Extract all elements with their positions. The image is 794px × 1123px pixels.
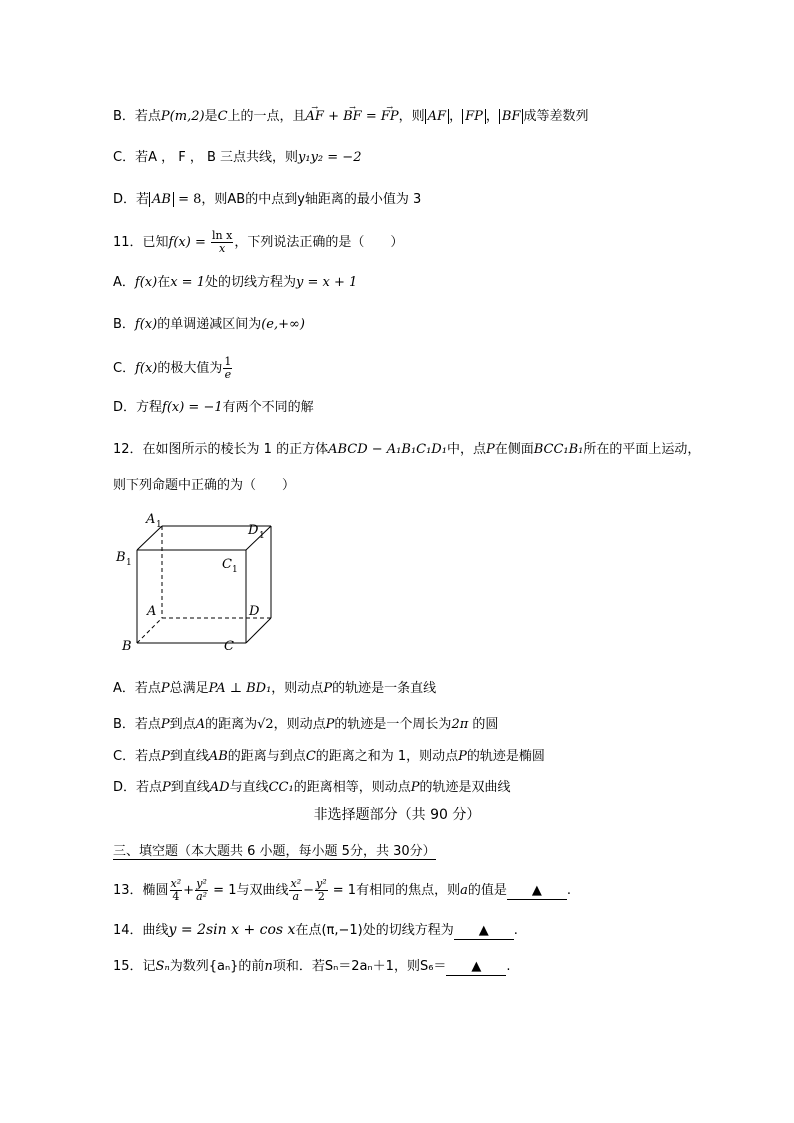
- math: AD: [209, 780, 230, 795]
- label-d1-sub: 1: [259, 531, 265, 541]
- numerator: 1: [224, 355, 232, 368]
- text: 的单调递减区间为: [157, 317, 262, 332]
- math: x = 1: [170, 275, 205, 290]
- text: S₆＝: [419, 959, 447, 974]
- text: 的轨迹是椭圆: [466, 749, 545, 764]
- math: −: [303, 883, 315, 898]
- math: C: [305, 749, 316, 764]
- text: 到直线: [169, 749, 209, 764]
- text: 的圆: [468, 717, 499, 732]
- label-a: A: [147, 604, 157, 619]
- math: P: [162, 780, 171, 795]
- text: 15．记: [113, 959, 156, 974]
- math: a: [460, 883, 468, 898]
- text: 为数列{aₙ}的前: [169, 959, 265, 974]
- text: B．: [113, 317, 135, 332]
- math: AB: [208, 749, 228, 764]
- abs-value: AB: [149, 192, 174, 207]
- text: B．若点: [113, 717, 161, 732]
- text: ，则动点: [271, 681, 324, 696]
- math: f(x) = −1: [162, 400, 223, 415]
- math: (e,+∞): [261, 317, 305, 332]
- text: 成等差数列: [523, 109, 589, 124]
- denominator: a: [292, 890, 300, 903]
- text: 到点: [169, 717, 196, 732]
- denominator: e: [224, 368, 232, 381]
- text: 有两个不同的解: [222, 400, 314, 415]
- vector: → AF: [306, 107, 324, 127]
- label-b1: B: [116, 550, 126, 565]
- vector: → FP: [381, 107, 399, 127]
- math: CC₁: [268, 780, 294, 795]
- q11-option-a: [113, 273, 357, 293]
- question-11: [113, 230, 403, 255]
- text: A．若点: [113, 681, 161, 696]
- abs-value: BF: [499, 109, 524, 124]
- answer-blank[interactable]: ▲: [454, 923, 514, 940]
- math: P(m,2): [160, 109, 205, 124]
- q12-option-d: [113, 778, 511, 798]
- section-title: 非选择题部分（共 90 分）: [313, 807, 481, 823]
- text: C．若A ， F ， B 三点共线，则: [113, 150, 299, 165]
- text: 是: [204, 109, 218, 124]
- text: 的值是: [467, 883, 507, 898]
- math: f(x): [134, 275, 158, 290]
- text: ，则: [398, 109, 425, 124]
- denominator: x: [219, 242, 226, 255]
- math: P: [410, 780, 420, 795]
- text: B．若点: [113, 109, 161, 124]
- vector: → BF: [343, 107, 362, 127]
- text: ，则AB的中点到y轴距离的最小值为 3: [201, 192, 422, 207]
- text: D．若: [113, 192, 150, 207]
- q10-option-c: [113, 148, 361, 168]
- text: A．: [113, 275, 135, 290]
- math: +: [183, 883, 195, 898]
- math: P: [160, 681, 170, 696]
- math: P: [485, 442, 495, 457]
- math: ABCD − A₁B₁C₁D₁: [328, 442, 447, 457]
- label-c1: C: [222, 557, 232, 572]
- text: ，: [485, 109, 499, 124]
- text: 的极大值为: [157, 361, 223, 376]
- answer-blank[interactable]: ▲: [507, 883, 567, 900]
- fraction: [315, 878, 328, 903]
- math: PA ⊥ BD₁: [208, 681, 272, 696]
- question-12-line2: [113, 476, 295, 496]
- q11-option-d: [113, 398, 314, 418]
- text: D．方程: [113, 400, 163, 415]
- math: 2π: [451, 717, 469, 732]
- math: A: [195, 717, 206, 732]
- label-d: D: [249, 604, 260, 619]
- text: 的距离之和为 1，则动点: [315, 749, 459, 764]
- text: ，: [449, 109, 463, 124]
- math: f(x): [134, 317, 158, 332]
- math: y = x + 1: [296, 275, 358, 290]
- label-a1: A: [146, 512, 156, 527]
- answer-blank[interactable]: ▲: [446, 959, 506, 976]
- label-b: B: [122, 639, 132, 654]
- denominator: 2: [317, 890, 325, 903]
- label-d1: D: [248, 523, 259, 538]
- text: 上的一点，且: [227, 109, 306, 124]
- fraction: [223, 356, 232, 381]
- text: 所在的平面上运动，: [583, 442, 701, 457]
- label-b1-sub: 1: [126, 558, 132, 568]
- math: f(x) =: [168, 235, 210, 250]
- question-14: 14．曲线y = 2sin x + cos x在点(π,−1)处的切线方程为 ▲ .: [113, 922, 518, 938]
- fraction: [289, 878, 302, 903]
- numerator: ln x: [212, 229, 233, 242]
- q11-option-c: [113, 356, 233, 381]
- text: 三、填空题（本大题共 6 小题，每小题 5分，共 30分）: [113, 844, 436, 859]
- math: y₁y₂ = −2: [298, 150, 362, 165]
- math: n: [264, 959, 273, 974]
- math: BCC₁B₁: [533, 442, 584, 457]
- text: 到直线: [170, 780, 210, 795]
- fraction: [211, 230, 233, 255]
- edge: [246, 618, 271, 643]
- question-12-line1: [113, 440, 700, 460]
- fill-in-heading: [113, 842, 436, 862]
- numerator: y²: [316, 877, 327, 890]
- text: 处的切线方程为: [204, 275, 296, 290]
- math: f(x): [135, 361, 158, 376]
- text: 则下列命题中正确的为（ ）: [113, 478, 296, 493]
- abs-value: AF: [425, 109, 449, 124]
- text: 的轨迹是一条直线: [332, 681, 437, 696]
- question-15: 15．记Sₙ为数列{aₙ}的前n项和．若Sₙ＝2aₙ＋1，则S₆＝ ▲ .: [113, 959, 511, 974]
- label-c: C: [224, 639, 234, 654]
- numerator: y²: [196, 877, 207, 890]
- numerator: x²: [290, 877, 302, 890]
- math: Sₙ: [155, 959, 170, 974]
- label-a1-sub: 1: [156, 520, 162, 530]
- math: C: [217, 109, 228, 124]
- math: √2: [257, 717, 274, 732]
- text: C．: [113, 361, 136, 376]
- math: P: [161, 749, 170, 764]
- text: Sₙ＝2aₙ＋1，则: [324, 959, 420, 974]
- q12-option-c: [113, 747, 545, 767]
- text: = 1有相同的焦点，则: [328, 883, 461, 898]
- text: 的轨迹是一个周长为: [334, 717, 452, 732]
- q10-option-b: [113, 107, 589, 127]
- text: D．若点: [113, 780, 163, 795]
- text: 中，点: [446, 442, 486, 457]
- math: P: [458, 749, 467, 764]
- denominator: 4: [172, 890, 180, 903]
- q11-option-b: [113, 315, 305, 335]
- q12-option-a: [113, 679, 436, 699]
- numerator: x²: [170, 877, 182, 890]
- text: 总满足: [169, 681, 209, 696]
- q12-option-b: [113, 715, 498, 735]
- hidden-edge: [137, 618, 162, 643]
- text: 13．椭圆: [113, 883, 169, 898]
- math: y = 2sin x + cos x: [168, 922, 296, 938]
- q10-option-d: [113, 190, 421, 210]
- label-c1-sub: 1: [232, 565, 238, 575]
- cube-figure: [110, 508, 280, 658]
- text: 的轨迹是双曲线: [419, 780, 511, 795]
- fraction: [195, 878, 208, 903]
- text: 在点(π,−1)处的切线方程为: [295, 923, 454, 938]
- question-13: 13．椭圆 $\frac{\text{x²}}{4}$ + $\frac{\text{y²}}{\text{a²}}$ = 1与双曲线 $\frac{\text{x²}}{a}$ − $\frac{\text{y²}}{2}$ = 1有相同的焦点，则a的值是 ▲ .: [113, 877, 571, 903]
- text: = 1与双曲线: [209, 883, 289, 898]
- math: P: [160, 717, 170, 732]
- text: 与直线: [229, 780, 269, 795]
- text: 的距离相等，则动点: [293, 780, 411, 795]
- abs-value: FP: [462, 109, 486, 124]
- text: 14．曲线: [113, 923, 169, 938]
- text: 在侧面: [494, 442, 534, 457]
- denominator: a²: [196, 890, 208, 903]
- text: 11．已知: [113, 235, 169, 250]
- fraction: [170, 878, 183, 903]
- math: =: [361, 109, 381, 124]
- math: +: [323, 109, 344, 124]
- text: 的距离与到点: [227, 749, 306, 764]
- text: C．若点: [113, 749, 162, 764]
- text: ，则动点: [273, 717, 326, 732]
- text: 在: [157, 275, 171, 290]
- text: ，下列说法正确的是（ ）: [234, 235, 404, 250]
- text: 的距离为: [205, 717, 258, 732]
- math: P: [323, 681, 333, 696]
- math: = 8: [173, 192, 202, 207]
- text: 12．在如图所示的棱长为 1 的正方体: [113, 442, 329, 457]
- text: 项和．若: [272, 959, 325, 974]
- math: P: [325, 717, 335, 732]
